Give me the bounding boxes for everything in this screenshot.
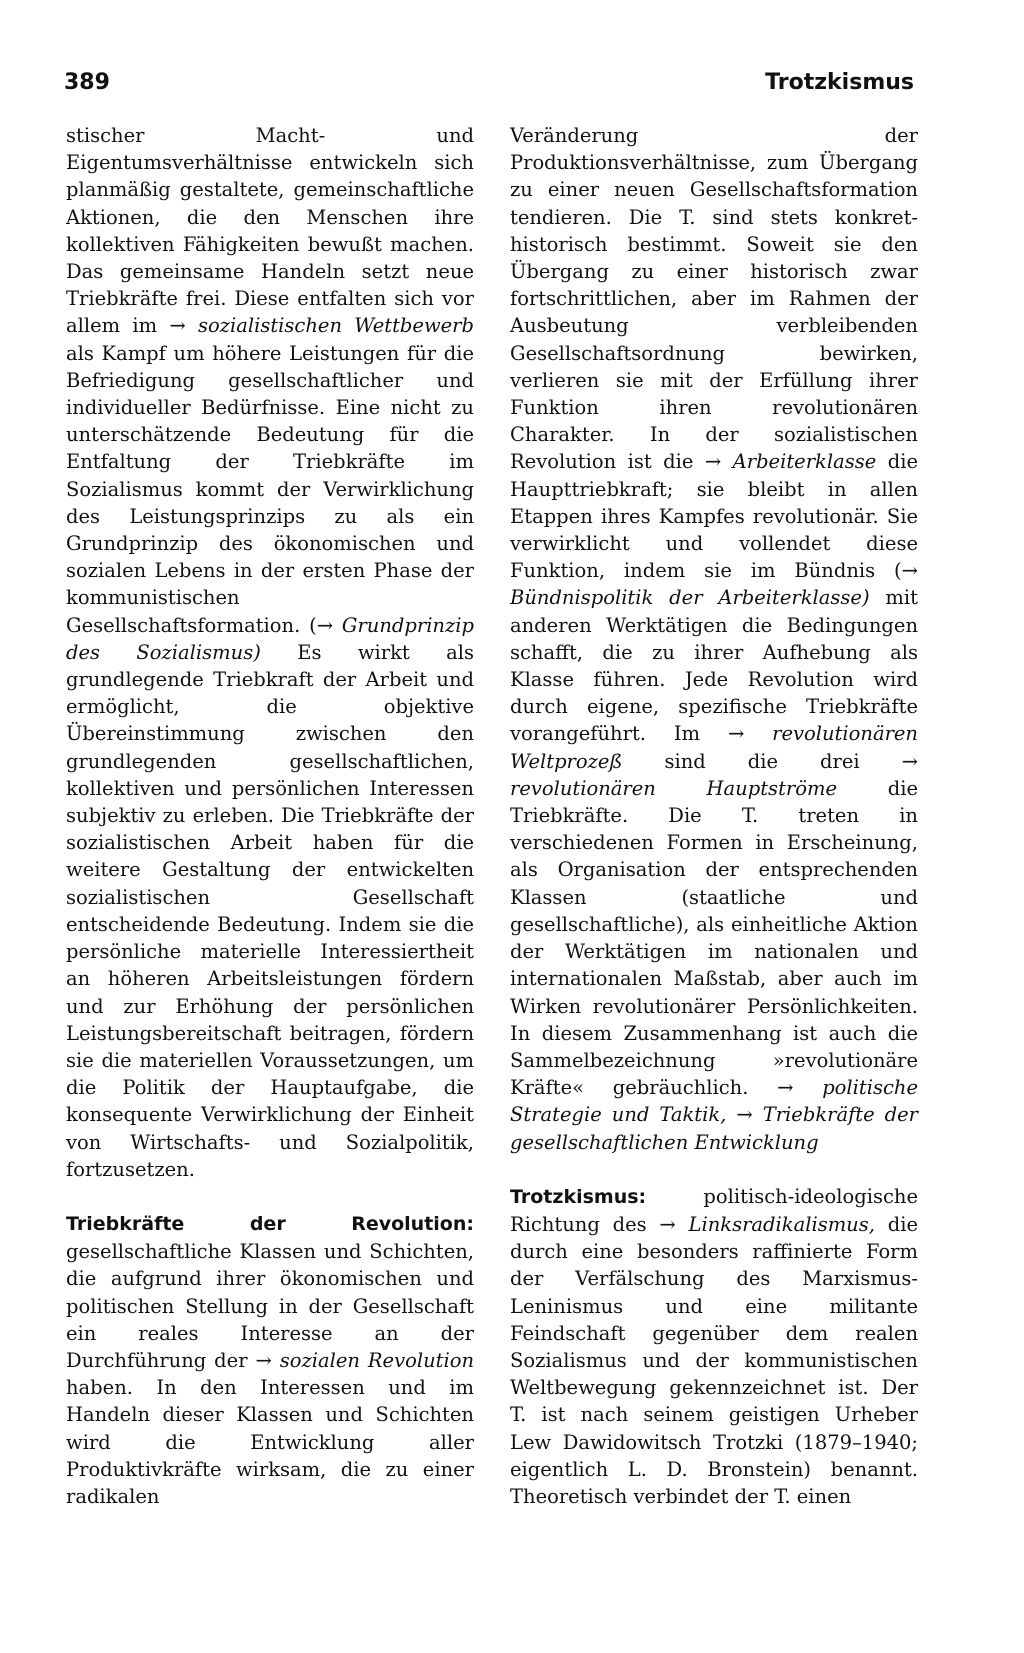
- arrow-icon: →: [659, 1212, 676, 1236]
- page-number: 389: [64, 70, 110, 95]
- arrow-icon: →: [901, 559, 918, 583]
- arrow-icon: →: [255, 1348, 272, 1372]
- cross-reference: Linksradikalismus,: [675, 1212, 875, 1236]
- cross-reference: sozialistischen Wettbewerb: [185, 314, 474, 338]
- arrow-icon: →: [777, 1076, 794, 1100]
- arrow-icon: →: [736, 1103, 753, 1127]
- entry-body: [510, 1185, 918, 1508]
- text-run: mit anderen Werktätigen die Bedingungen schafft, die zu ihrer Aufhebung als Klasse führen. Jede Revolution wird durch eigene, spezifische Triebkräfte vorangeführt. Im: [510, 586, 918, 746]
- text-run: sind die drei: [622, 749, 902, 773]
- text-run: haben. In den Interessen und im Handeln dieser Klassen und Schichten wird die Entwicklung aller Produktivkräfte wirksam, die zu einer radikalen: [66, 1376, 474, 1508]
- arrow-icon: →: [169, 314, 186, 338]
- cross-reference: politische Strategie und Taktik,: [510, 1076, 918, 1127]
- arrow-icon: →: [727, 722, 745, 746]
- dictionary-entry-trotzkismus: [510, 1183, 918, 1510]
- text-run: stischer Macht- und Eigentumsverhältnisse entwickeln sich planmäßig gestaltete, gemeinschaftliche Aktionen, die den Menschen ihre kollektiven Fähigkeiten bewußt machen. Das gemeinsame Handeln setzt neue Triebkräfte frei. Diese entfalten sich vor allem im: [66, 124, 474, 338]
- text-run: politisch-ideologische Richtung des: [510, 1184, 918, 1236]
- running-title: Trotzkismus: [765, 70, 914, 95]
- cross-reference: Bündnispolitik der Arbeiterklasse): [510, 586, 870, 610]
- text-run: Es wirkt als grundlegende Triebkraft der Arbeit und ermöglicht, die objektive Übereinstimmung zwischen den grundlegenden gesellschaftlichen, kollektiven und persönlichen Interessen subjektiv zu erleben. Die Triebkräfte der sozialistischen Arbeit haben für die weitere Gestaltung der entwickelten sozialistischen Gesellschaft entscheidende Bedeutung. Indem sie die persönliche materielle Interessiertheit an höheren Arbeitsleistungen fördern und zur Erhöhung der persönlichen Leistungsbereitschaft beitragen, fördern sie die materiellen Voraussetzungen, um die Politik der Hauptaufgabe, die konsequente Verwirklichung der Einheit von Wirtschafts- und Sozialpolitik, fortzusetzen.: [66, 640, 475, 1181]
- text-run: die durch eine besonders raffinierte Form der Verfälschung des Marxismus-Leninismus und eine militante Feindschaft gegenüber dem realen Sozialismus und der kommunistischen Weltbewegung gekennzeichnet ist. Der T. ist nach seinem geistigen Urheber Lew Dawidowitsch Trotzki (1879–1940; eigentlich L. D. Bronstein) benannt. Theoretisch verbindet der T. einen: [510, 1212, 918, 1508]
- cross-reference: revolutionären Hauptströme: [510, 776, 837, 800]
- right-column: [510, 122, 918, 1510]
- paragraph: [66, 122, 474, 1183]
- cross-reference: Arbeiterklasse: [721, 450, 877, 474]
- arrow-icon: →: [901, 749, 918, 773]
- cross-reference: Triebkräfte der gesellschaftlichen Entwicklung: [510, 1103, 919, 1154]
- dictionary-entry-triebkraefte-der-revolution: [66, 1210, 474, 1510]
- entry-term: Trotzkismus:: [510, 1185, 647, 1208]
- entry-term: Triebkräfte der Revolution:: [66, 1212, 474, 1235]
- text-run: gesellschaftliche Klassen und Schichten, die aufgrund ihrer ökonomischen und politischen Stellung in der Gesellschaft ein reales Interesse an der Durchführung der: [66, 1240, 474, 1372]
- entry-body: [66, 1240, 474, 1508]
- text-run: als Kampf um höhere Leistungen für die Befriedigung gesellschaftlicher und individueller Bedürfnisse. Eine nicht zu unterschätzende Bedeutung für die Entfaltung der Triebkräfte im Sozialismus kommt der Verwirklichung des Leistungsprinzips zu als ein Grundprinzip des ökonomischen und sozialen Lebens in der ersten Phase der kommunistischen Gesellschaftsformation. (: [66, 341, 474, 637]
- cross-reference: sozialen Revolution: [271, 1348, 475, 1372]
- paragraph: [510, 122, 918, 1156]
- text-run: die Triebkräfte. Die T. treten in verschiedenen Formen in Erscheinung, als Organisation der entsprechenden Klassen (staatliche und gesellschaftliche), als einheitliche Aktion der Werktätigen im nationalen und internationalen Maßstab, aber auch im Wirken revolutionärer Persönlichkeiten. In diesem Zusammenhang ist auch die Sammelbezeichnung »revolutionäre Kräfte« gebräuchlich.: [510, 776, 918, 1100]
- text-run: Veränderung der Produktionsverhältnisse, zum Übergang zu einer neuen Gesellschaftsformation tendieren. Die T. sind stets konkret-historisch bestimmt. Soweit sie den Übergang zu einer historisch zwar fortschrittlichen, aber im Rahmen der Ausbeutung verbleibenden Gesellschaftsordnung bewirken, verlieren sie mit der Erfüllung ihrer Funktion ihren revolutionären Charakter. In der sozialistischen Revolution ist die: [510, 124, 918, 474]
- page-header: [64, 70, 914, 100]
- arrow-icon: →: [704, 450, 722, 474]
- arrow-icon: →: [316, 613, 334, 637]
- text-run: [726, 1103, 736, 1126]
- cross-reference: revolutionären Weltprozeß: [510, 722, 918, 773]
- left-column: [66, 122, 474, 1510]
- cross-reference: Grundprinzip des Sozialismus): [66, 613, 474, 664]
- text-run: die Haupttriebkraft; sie bleibt in allen Etappen ihres Kampfes revolutionär. Sie verwirklicht und vollendet diese Funktion, indem sie im Bündnis (: [510, 450, 918, 583]
